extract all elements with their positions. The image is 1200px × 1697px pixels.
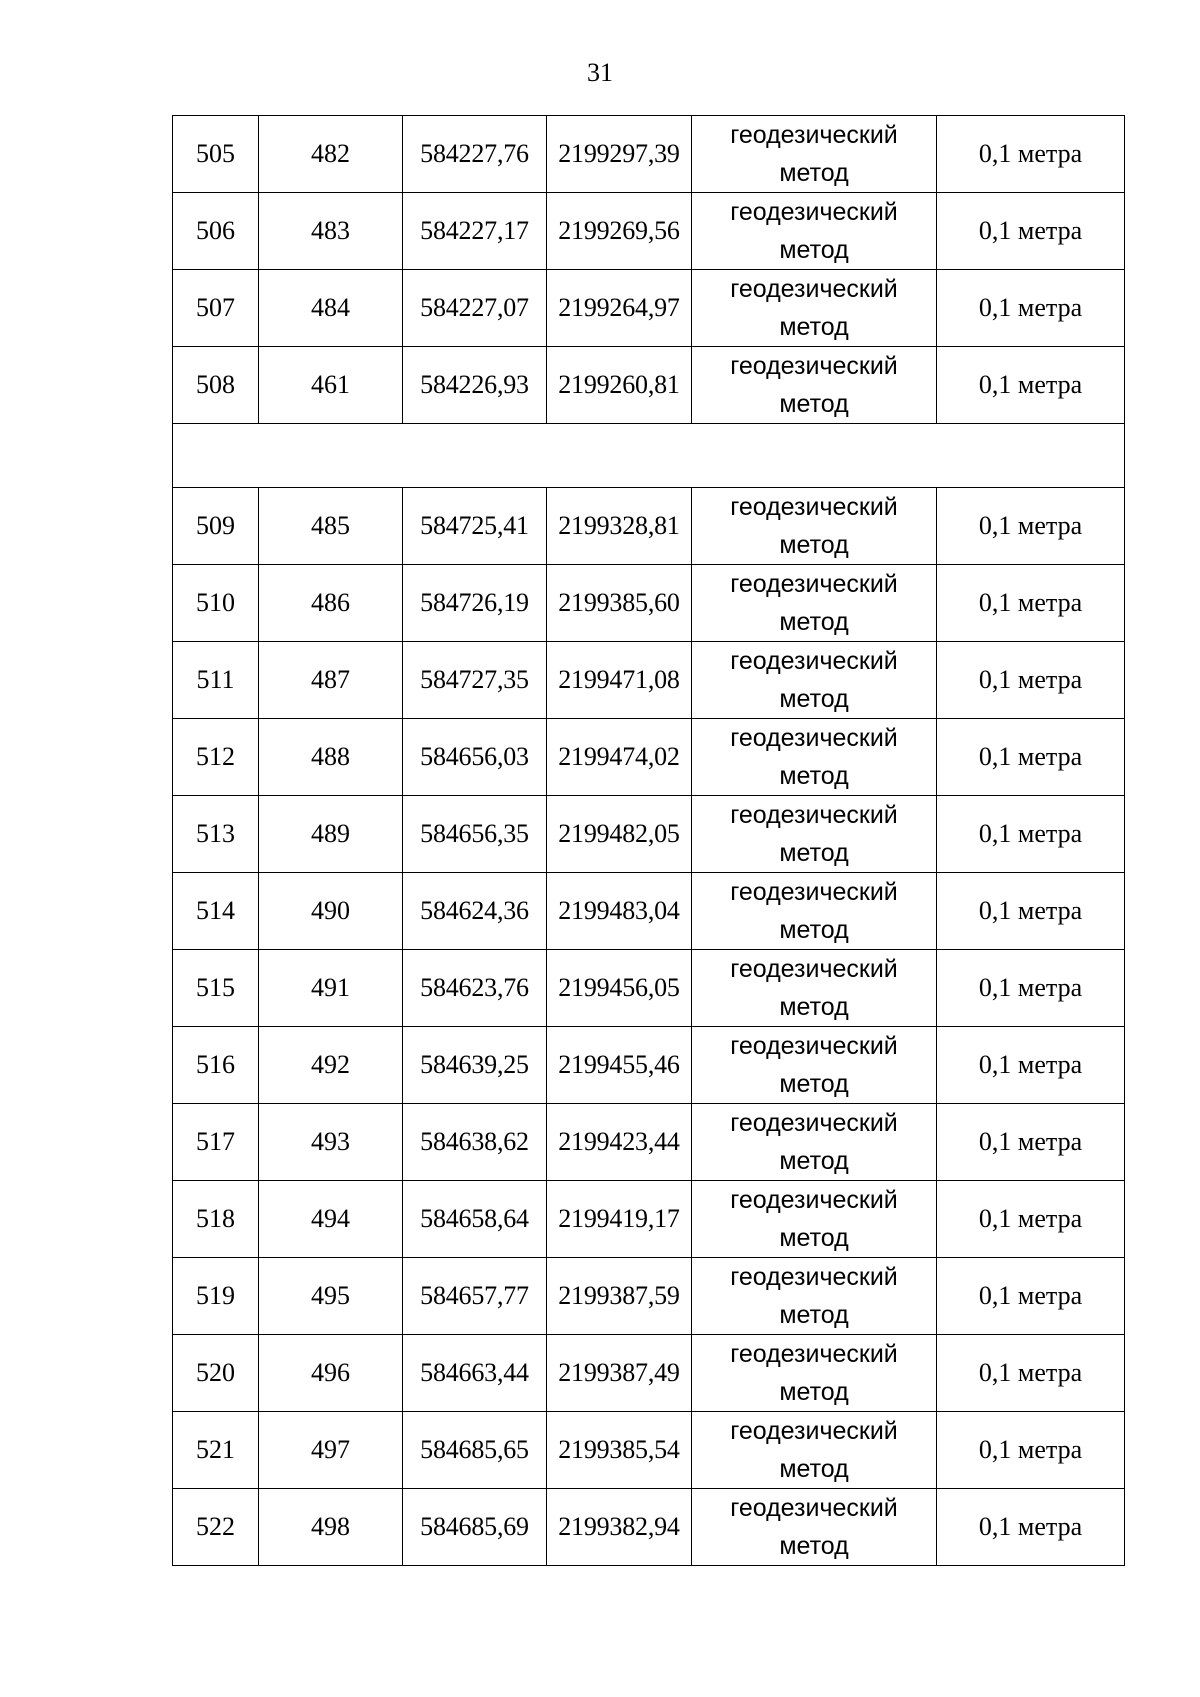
- row-number-cell: 511: [173, 642, 259, 719]
- table-row: [173, 565, 1125, 642]
- table-row: [173, 1104, 1125, 1181]
- method-text-line1: геодезический: [730, 801, 898, 829]
- accuracy-cell: 0,1 метра: [937, 1412, 1125, 1489]
- method-text-line2: метод: [779, 313, 849, 341]
- x-coordinate-cell: 584726,19: [403, 565, 547, 642]
- point-number-cell: 484: [259, 270, 403, 347]
- method-cell: [692, 950, 937, 1027]
- method-cell: [692, 796, 937, 873]
- point-number-cell: 491: [259, 950, 403, 1027]
- method-cell: [692, 1412, 937, 1489]
- coordinates-table-body: [173, 116, 1125, 1566]
- point-number-cell: 489: [259, 796, 403, 873]
- y-coordinate-cell: 2199482,05: [547, 796, 692, 873]
- row-number-cell: 516: [173, 1027, 259, 1104]
- y-coordinate-cell: 2199328,81: [547, 488, 692, 565]
- accuracy-cell: 0,1 метра: [937, 1181, 1125, 1258]
- method-text-line1: геодезический: [730, 1032, 898, 1060]
- method-text-line1: геодезический: [730, 1263, 898, 1291]
- table-row: [173, 1181, 1125, 1258]
- method-text-line2: метод: [779, 916, 849, 944]
- row-number-cell: 521: [173, 1412, 259, 1489]
- y-coordinate-cell: 2199382,94: [547, 1489, 692, 1566]
- row-number-cell: 506: [173, 193, 259, 270]
- point-number-cell: 485: [259, 488, 403, 565]
- accuracy-cell: 0,1 метра: [937, 193, 1125, 270]
- method-text-line1: геодезический: [730, 493, 898, 521]
- point-number-cell: 488: [259, 719, 403, 796]
- row-number-cell: 519: [173, 1258, 259, 1335]
- method-cell: [692, 1027, 937, 1104]
- y-coordinate-cell: 2199483,04: [547, 873, 692, 950]
- accuracy-cell: 0,1 метра: [937, 347, 1125, 424]
- point-number-cell: 482: [259, 116, 403, 193]
- accuracy-cell: 0,1 метра: [937, 1258, 1125, 1335]
- method-cell: [692, 347, 937, 424]
- accuracy-cell: 0,1 метра: [937, 642, 1125, 719]
- point-number-cell: 497: [259, 1412, 403, 1489]
- row-number-cell: 514: [173, 873, 259, 950]
- y-coordinate-cell: 2199269,56: [547, 193, 692, 270]
- method-text-line1: геодезический: [730, 352, 898, 380]
- y-coordinate-cell: 2199471,08: [547, 642, 692, 719]
- accuracy-cell: 0,1 метра: [937, 950, 1125, 1027]
- accuracy-cell: 0,1 метра: [937, 1489, 1125, 1566]
- method-text-line2: метод: [779, 608, 849, 636]
- method-text-line1: геодезический: [730, 878, 898, 906]
- table-row: [173, 950, 1125, 1027]
- accuracy-cell: 0,1 метра: [937, 565, 1125, 642]
- method-cell: [692, 488, 937, 565]
- y-coordinate-cell: 2199385,54: [547, 1412, 692, 1489]
- row-number-cell: 518: [173, 1181, 259, 1258]
- section-separator-cell: [173, 424, 1125, 488]
- point-number-cell: 483: [259, 193, 403, 270]
- method-text-line1: геодезический: [730, 1109, 898, 1137]
- method-text-line1: геодезический: [730, 198, 898, 226]
- y-coordinate-cell: 2199264,97: [547, 270, 692, 347]
- method-text-line1: геодезический: [730, 1340, 898, 1368]
- table-row: [173, 873, 1125, 950]
- method-text-line1: геодезический: [730, 570, 898, 598]
- method-text-line1: геодезический: [730, 724, 898, 752]
- point-number-cell: 486: [259, 565, 403, 642]
- point-number-cell: 487: [259, 642, 403, 719]
- method-cell: [692, 1489, 937, 1566]
- method-cell: [692, 193, 937, 270]
- point-number-cell: 495: [259, 1258, 403, 1335]
- method-cell: [692, 719, 937, 796]
- x-coordinate-cell: 584656,03: [403, 719, 547, 796]
- point-number-cell: 498: [259, 1489, 403, 1566]
- x-coordinate-cell: 584227,07: [403, 270, 547, 347]
- point-number-cell: 492: [259, 1027, 403, 1104]
- table-row: [173, 1412, 1125, 1489]
- accuracy-cell: 0,1 метра: [937, 719, 1125, 796]
- method-text-line2: метод: [779, 993, 849, 1021]
- table-row: [173, 1335, 1125, 1412]
- row-number-cell: 513: [173, 796, 259, 873]
- method-text-line2: метод: [779, 1070, 849, 1098]
- table-row: [173, 1027, 1125, 1104]
- accuracy-cell: 0,1 метра: [937, 1335, 1125, 1412]
- accuracy-cell: 0,1 метра: [937, 873, 1125, 950]
- method-text-line2: метод: [779, 685, 849, 713]
- accuracy-cell: 0,1 метра: [937, 270, 1125, 347]
- method-text-line2: метод: [779, 839, 849, 867]
- x-coordinate-cell: 584685,65: [403, 1412, 547, 1489]
- method-cell: [692, 1181, 937, 1258]
- method-text-line2: метод: [779, 531, 849, 559]
- row-number-cell: 517: [173, 1104, 259, 1181]
- method-cell: [692, 873, 937, 950]
- method-text-line2: метод: [779, 1378, 849, 1406]
- method-cell: [692, 642, 937, 719]
- point-number-cell: 496: [259, 1335, 403, 1412]
- coordinates-table: [172, 115, 1125, 1566]
- accuracy-cell: 0,1 метра: [937, 1027, 1125, 1104]
- table-row: [173, 488, 1125, 565]
- point-number-cell: 493: [259, 1104, 403, 1181]
- method-text-line1: геодезический: [730, 1494, 898, 1522]
- table-row: [173, 1489, 1125, 1566]
- method-cell: [692, 270, 937, 347]
- x-coordinate-cell: 584685,69: [403, 1489, 547, 1566]
- method-cell: [692, 565, 937, 642]
- y-coordinate-cell: 2199456,05: [547, 950, 692, 1027]
- y-coordinate-cell: 2199419,17: [547, 1181, 692, 1258]
- row-number-cell: 510: [173, 565, 259, 642]
- table-row: [173, 642, 1125, 719]
- y-coordinate-cell: 2199385,60: [547, 565, 692, 642]
- accuracy-cell: 0,1 метра: [937, 796, 1125, 873]
- method-text-line1: геодезический: [730, 121, 898, 149]
- method-text-line1: геодезический: [730, 955, 898, 983]
- method-text-line1: геодезический: [730, 1417, 898, 1445]
- method-text-line2: метод: [779, 1224, 849, 1252]
- method-text-line1: геодезический: [730, 647, 898, 675]
- x-coordinate-cell: 584624,36: [403, 873, 547, 950]
- table-row: [173, 347, 1125, 424]
- table-row: [173, 116, 1125, 193]
- method-text-line2: метод: [779, 762, 849, 790]
- method-text-line1: геодезический: [730, 1186, 898, 1214]
- y-coordinate-cell: 2199387,59: [547, 1258, 692, 1335]
- y-coordinate-cell: 2199423,44: [547, 1104, 692, 1181]
- point-number-cell: 494: [259, 1181, 403, 1258]
- row-number-cell: 508: [173, 347, 259, 424]
- y-coordinate-cell: 2199455,46: [547, 1027, 692, 1104]
- method-cell: [692, 1335, 937, 1412]
- y-coordinate-cell: 2199387,49: [547, 1335, 692, 1412]
- method-text-line1: геодезический: [730, 275, 898, 303]
- row-number-cell: 505: [173, 116, 259, 193]
- x-coordinate-cell: 584639,25: [403, 1027, 547, 1104]
- x-coordinate-cell: 584638,62: [403, 1104, 547, 1181]
- method-text-line2: метод: [779, 1455, 849, 1483]
- method-text-line2: метод: [779, 1301, 849, 1329]
- method-cell: [692, 1104, 937, 1181]
- table-row: [173, 796, 1125, 873]
- x-coordinate-cell: 584725,41: [403, 488, 547, 565]
- accuracy-cell: 0,1 метра: [937, 488, 1125, 565]
- x-coordinate-cell: 584656,35: [403, 796, 547, 873]
- x-coordinate-cell: 584658,64: [403, 1181, 547, 1258]
- y-coordinate-cell: 2199474,02: [547, 719, 692, 796]
- row-number-cell: 520: [173, 1335, 259, 1412]
- method-text-line2: метод: [779, 159, 849, 187]
- row-number-cell: 509: [173, 488, 259, 565]
- x-coordinate-cell: 584623,76: [403, 950, 547, 1027]
- table-row: [173, 719, 1125, 796]
- method-text-line2: метод: [779, 1532, 849, 1560]
- row-number-cell: 515: [173, 950, 259, 1027]
- x-coordinate-cell: 584727,35: [403, 642, 547, 719]
- table-row: [173, 193, 1125, 270]
- table-row: [173, 1258, 1125, 1335]
- row-number-cell: 507: [173, 270, 259, 347]
- table-row: [173, 270, 1125, 347]
- point-number-cell: 490: [259, 873, 403, 950]
- method-cell: [692, 1258, 937, 1335]
- x-coordinate-cell: 584227,17: [403, 193, 547, 270]
- method-text-line2: метод: [779, 236, 849, 264]
- method-cell: [692, 116, 937, 193]
- method-text-line2: метод: [779, 1147, 849, 1175]
- point-number-cell: 461: [259, 347, 403, 424]
- accuracy-cell: 0,1 метра: [937, 116, 1125, 193]
- method-text-line2: метод: [779, 390, 849, 418]
- x-coordinate-cell: 584227,76: [403, 116, 547, 193]
- x-coordinate-cell: 584663,44: [403, 1335, 547, 1412]
- accuracy-cell: 0,1 метра: [937, 1104, 1125, 1181]
- x-coordinate-cell: 584657,77: [403, 1258, 547, 1335]
- row-number-cell: 512: [173, 719, 259, 796]
- page-number: 31: [587, 58, 613, 87]
- section-separator-row: [173, 424, 1125, 488]
- row-number-cell: 522: [173, 1489, 259, 1566]
- y-coordinate-cell: 2199297,39: [547, 116, 692, 193]
- x-coordinate-cell: 584226,93: [403, 347, 547, 424]
- y-coordinate-cell: 2199260,81: [547, 347, 692, 424]
